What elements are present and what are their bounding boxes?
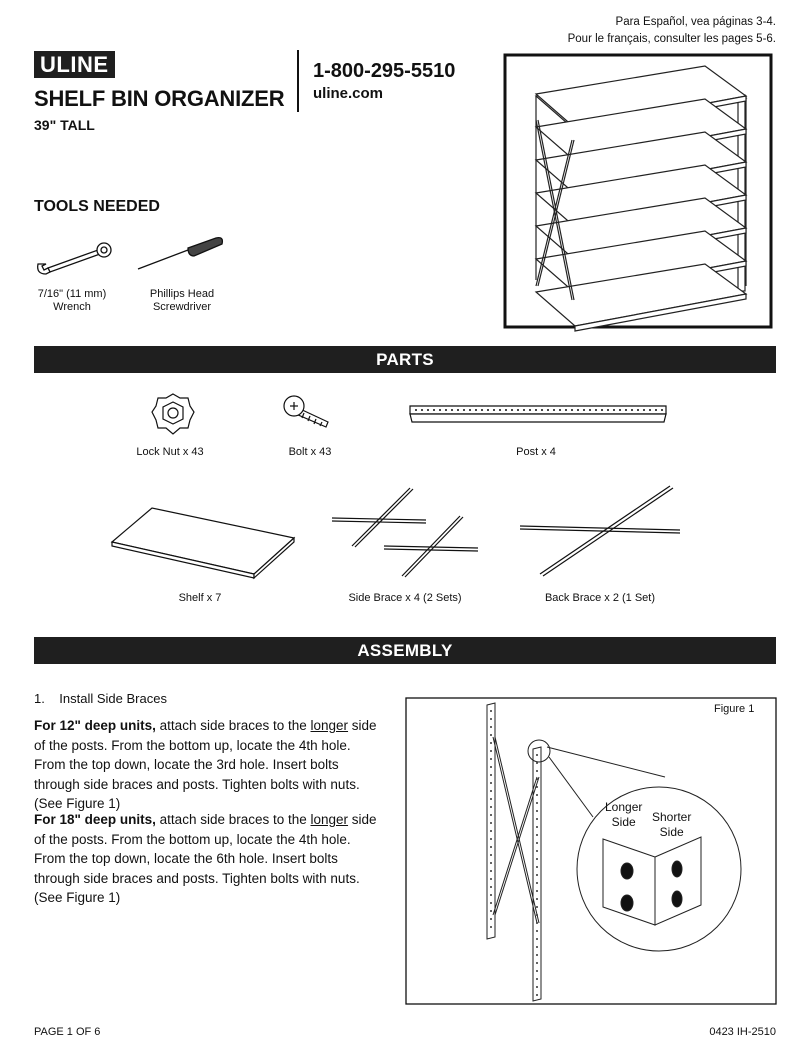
post-hole (661, 409, 663, 411)
post-hole (469, 409, 471, 411)
post-hole (481, 409, 483, 411)
post-hole (601, 409, 603, 411)
post-hole (655, 409, 657, 411)
post-hole (490, 862, 492, 864)
shorter-side-label-line2: Side (659, 825, 684, 839)
wrench-caption-line2: Wrench (53, 301, 91, 313)
assembly-heading: ASSEMBLY (34, 637, 776, 664)
post-hole (490, 846, 492, 848)
shorter-side-label-line1: Shorter (652, 810, 692, 824)
post-hole (490, 798, 492, 800)
post-hole (536, 818, 538, 820)
post-hole (607, 409, 609, 411)
post-hole (536, 754, 538, 756)
post-hole (619, 409, 621, 411)
post-hole (490, 830, 492, 832)
post-hole (523, 409, 525, 411)
post-hole (463, 409, 465, 411)
post-hole (490, 822, 492, 824)
screwdriver-caption (136, 288, 228, 314)
instruction-18in-emphasis: longer (310, 812, 349, 827)
post-hole (536, 874, 538, 876)
figure-1-diagram (405, 697, 777, 1005)
part-label-post: Post x 4 (516, 446, 556, 458)
instruction-18in-text-a: attach side braces to the (155, 812, 311, 827)
post-hole (490, 838, 492, 840)
post-hole (487, 409, 489, 411)
post-hole (536, 986, 538, 988)
post-hole (499, 409, 501, 411)
post-hole (536, 882, 538, 884)
post-hole (490, 766, 492, 768)
post-hole (553, 409, 555, 411)
side-brace-icon (330, 484, 480, 580)
post-hole (511, 409, 513, 411)
post-hole (643, 409, 645, 411)
post-hole (490, 926, 492, 928)
page-number: PAGE 1 OF 6 (34, 1026, 101, 1038)
post-hole (541, 409, 543, 411)
post-hole (490, 870, 492, 872)
wrench-icon (34, 240, 114, 276)
post-hole (529, 409, 531, 411)
post-hole (451, 409, 453, 411)
step-number: 1. (34, 691, 45, 706)
screwdriver-caption-line1: Phillips Head (149, 288, 215, 300)
post-hole (536, 938, 538, 940)
step-title: Install Side Braces (59, 691, 167, 706)
post-hole (631, 409, 633, 411)
post-hole (433, 409, 435, 411)
post-hole (490, 774, 492, 776)
post-hole (536, 930, 538, 932)
post-hole (536, 898, 538, 900)
post-hole (475, 409, 477, 411)
post-hole (536, 994, 538, 996)
part-label-shelf: Shelf x 7 (178, 592, 222, 604)
post-hole (613, 409, 615, 411)
post-hole (536, 842, 538, 844)
page-title: SHELF BIN ORGANIZER (34, 86, 285, 111)
longer-side-label-line2: Side (611, 815, 636, 829)
post-hole (505, 409, 507, 411)
post-hole (490, 782, 492, 784)
post-hole (536, 962, 538, 964)
phone-number: 1-800-295-5510 (313, 60, 456, 82)
instruction-12in-lead: For 12" deep units, (34, 718, 156, 733)
post-hole (536, 914, 538, 916)
post-hole (595, 409, 597, 411)
post-hole (536, 858, 538, 860)
part-label-back-brace: Back Brace x 2 (1 Set) (544, 592, 656, 604)
post-hole (490, 878, 492, 880)
post-hole (559, 409, 561, 411)
post-hole (536, 978, 538, 980)
post-hole (536, 946, 538, 948)
post-hole (536, 770, 538, 772)
post-hole (536, 890, 538, 892)
page-subtitle: 39" TALL (34, 117, 95, 133)
instruction-18in (34, 810, 379, 908)
instruction-18in-text-b: side of the posts. From the bottom up, locate the 4th hole. From the top down, locate the 6th hole. Insert bolts through side braces and posts. Tighten bolts with nuts. (See Figure 1) (34, 812, 377, 905)
post-hole (517, 409, 519, 411)
post-hole (490, 886, 492, 888)
post-hole (536, 850, 538, 852)
post-icon (408, 404, 668, 426)
post-hole (536, 826, 538, 828)
instruction-12in-text-b: side of the posts. From the bottom up, locate the 4th hole. From the top down, locate the 3rd hole. Insert bolts through side braces and posts. Tighten bolts with nuts. (See Figure 1) (34, 718, 377, 811)
post-hole (536, 922, 538, 924)
spanish-note: Para Español, vea páginas 3-4. (615, 16, 776, 28)
shorter-side-label (652, 810, 691, 840)
post-hole (535, 409, 537, 411)
document-code: 0423 IH-2510 (709, 1026, 776, 1038)
longer-side-label (605, 800, 642, 830)
post-hole (536, 786, 538, 788)
post-hole (490, 734, 492, 736)
post-hole (490, 910, 492, 912)
back-brace-icon (518, 482, 690, 580)
post-hole (536, 906, 538, 908)
post-hole (490, 790, 492, 792)
instruction-12in-emphasis: longer (310, 718, 349, 733)
parts-heading: PARTS (34, 346, 776, 373)
post-hole (577, 409, 579, 411)
post-hole (649, 409, 651, 411)
instruction-12in (34, 716, 379, 814)
instruction-18in-lead: For 18" deep units, (34, 812, 156, 827)
part-label-lock-nut: Lock Nut x 43 (136, 446, 204, 458)
post-hole (536, 866, 538, 868)
post-hole (536, 762, 538, 764)
post-hole (565, 409, 567, 411)
post-hole (490, 758, 492, 760)
post-hole (490, 710, 492, 712)
lock-nut-icon (150, 392, 196, 436)
post-hole (536, 802, 538, 804)
post-hole (490, 806, 492, 808)
screwdriver-caption-line2: Screwdriver (152, 301, 212, 313)
language-notes (568, 14, 776, 48)
post-hole (490, 750, 492, 752)
tools-heading: TOOLS NEEDED (34, 198, 160, 215)
post-hole (421, 409, 423, 411)
longer-side-label-line1: Longer (605, 800, 643, 814)
post-hole (490, 854, 492, 856)
instruction-12in-text-a: attach side braces to the (155, 718, 311, 733)
bolt-icon (282, 392, 332, 432)
screwdriver-icon (134, 236, 226, 272)
post-hole (490, 918, 492, 920)
french-note: Pour le français, consulter les pages 5-6. (567, 33, 776, 45)
post-hole (490, 902, 492, 904)
shelf-icon (110, 504, 296, 580)
post-hole (415, 409, 417, 411)
post-hole (625, 409, 627, 411)
post-hole (583, 409, 585, 411)
post-hole (457, 409, 459, 411)
post-hole (490, 742, 492, 744)
post-hole (490, 814, 492, 816)
figure-1-label: Figure 1 (714, 703, 755, 715)
post-hole (589, 409, 591, 411)
post-hole (493, 409, 495, 411)
post-hole (536, 778, 538, 780)
wrench-caption (26, 288, 118, 314)
header-divider (297, 50, 299, 112)
post-hole (536, 794, 538, 796)
post-hole (536, 810, 538, 812)
post-hole (547, 409, 549, 411)
shelf-unit-illustration (500, 50, 776, 332)
post-hole (536, 970, 538, 972)
post-hole (490, 718, 492, 720)
post-hole (445, 409, 447, 411)
post-hole (536, 954, 538, 956)
part-label-side-brace: Side Brace x 4 (2 Sets) (348, 592, 462, 604)
post-hole (637, 409, 639, 411)
part-label-bolt: Bolt x 43 (288, 446, 332, 458)
uline-logo: ULINE (34, 51, 115, 78)
post-hole (490, 894, 492, 896)
post-hole (427, 409, 429, 411)
post-hole (439, 409, 441, 411)
wrench-caption-line1: 7/16" (11 mm) (37, 288, 107, 300)
step-1-heading (34, 691, 167, 706)
post-hole (490, 726, 492, 728)
post-hole (536, 834, 538, 836)
website-link[interactable]: uline.com (313, 85, 384, 102)
post-hole (571, 409, 573, 411)
